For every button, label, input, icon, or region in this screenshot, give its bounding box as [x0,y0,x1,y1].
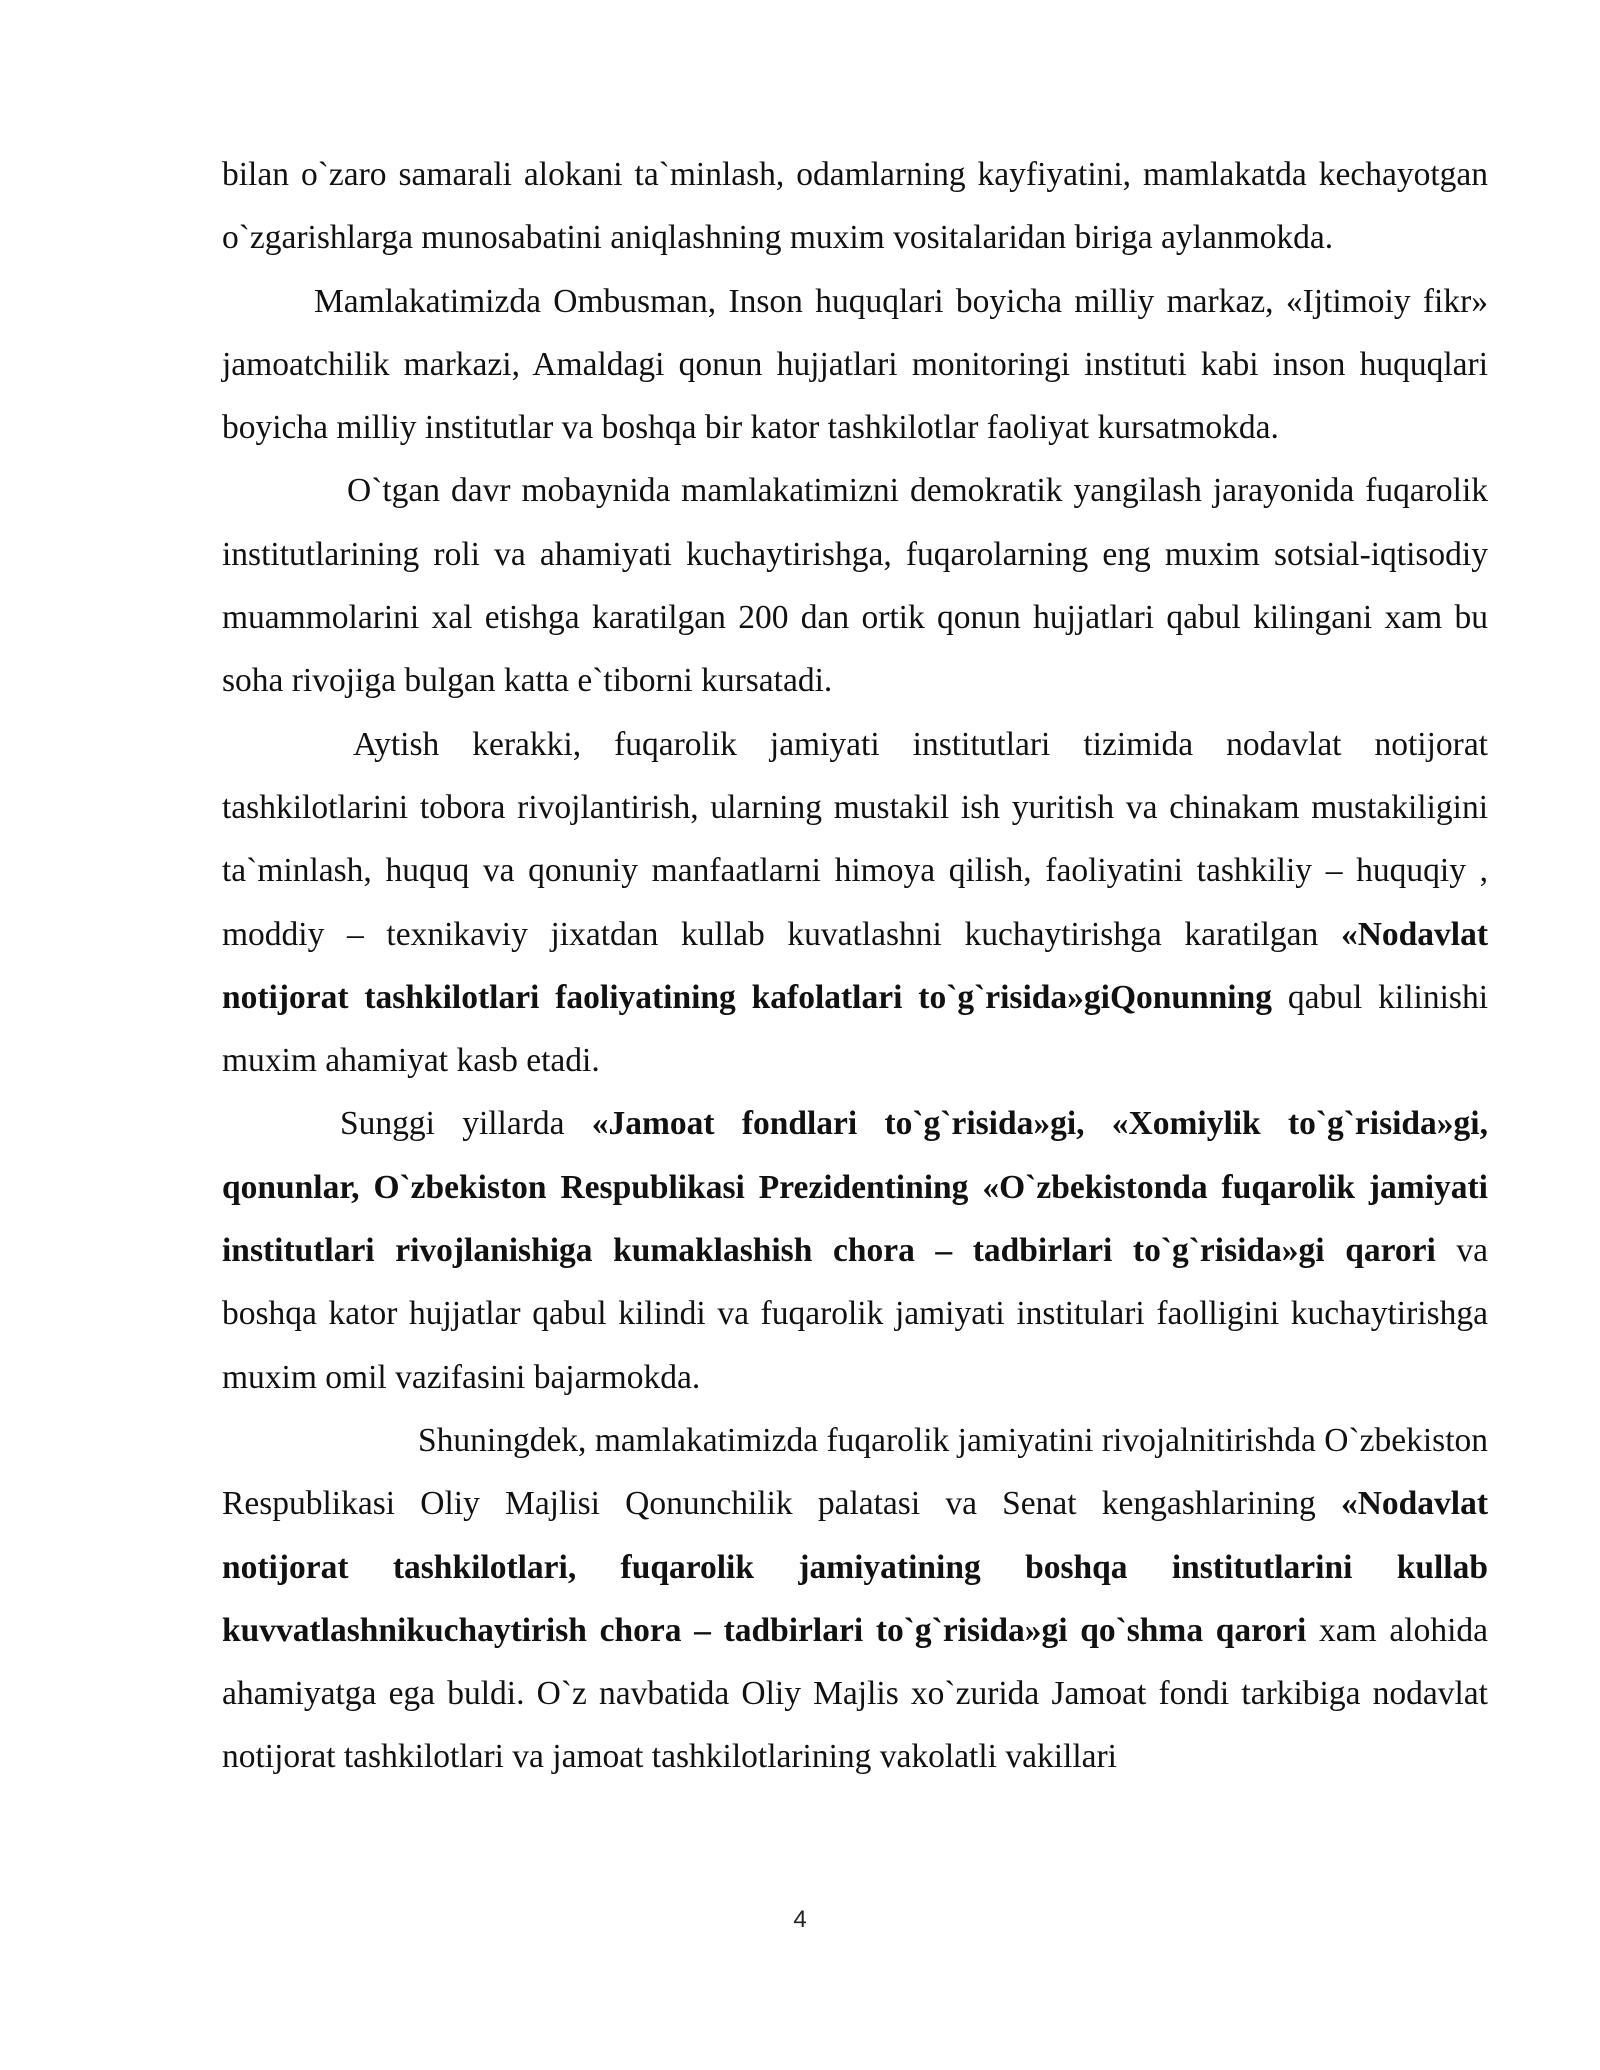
paragraph-5 [222,1092,1488,1408]
paragraph-2 [222,270,1488,460]
bold-text-run: «Nodavlat notijorat tashkilotlari, fuqarolik jamiyatining boshqa institutlarini kullab kuvvatlashnikuchaytirish chora – tadbirlari to`g`risida»gi qo`shma qarori [222,1485,1488,1649]
text-run: Shuningdek, mamlakatimizda fuqarolik jamiyatini rivojalnitirishda O`zbekiston Respublikasi Oliy Majlisi Qonunchilik palatasi va Senat kengashlarining [222,1421,1488,1523]
body-text [222,143,1488,1789]
text-run: Mamlakatimizda Ombusman, Inson huquqlari boyicha milliy markaz, «Ijtimoiy fikr» jamoatchilik markazi, Amaldagi qonun hujjatlari monitoringi instituti kabi inson huquqlari boyicha milliy institutlar va boshqa bir kator tashkilotlar faoliyat kursatmokda. [222,282,1488,447]
paragraph-6 [222,1409,1488,1789]
text-run: xam alohida ahamiyatga ega buldi. O`z navbatida Oliy Majlis xo`zurida Jamoat fondi tarkibiga nodavlat notijorat tashkilotlari va jamoat tashkilotlarining vakolatli vakillari [222,1611,1488,1776]
bold-text-run: «Jamoat fondlari to`g`risida»gi, «Xomiylik to`g`risida»gi, qonunlar, O`zbekiston Respublikasi Prezidentining «O`zbekistonda fuqarolik jamiyati institutlari rivojlanishiga kumaklashish chora – tadbirlari to`g`risida»gi qarori [222,1105,1488,1270]
bold-text-run: «Nodavlat notijorat tashkilotlari faoliyatining kafolatlari to`g`risida»giQonunning [222,915,1488,1016]
text-run: qabul kilinishi muxim ahamiyat kasb etadi. [222,978,1489,1080]
paragraph-4 [222,713,1488,1093]
paragraph-1 [222,143,1488,270]
text-run: Aytish kerakki, fuqarolik jamiyati institutlari tizimida nodavlat notijorat tashkilotlarini tobora rivojlantirish, ularning mustakil ish yuritish va chinakam mustakiligini ta`minlash, huquq va qonuniy manfaatlarni himoya qilish, faoliyatini tashkiliy – huquqiy , moddiy – texnikaviy jixatdan kullab kuvatlashni kuchaytirishga karatilgan [222,725,1488,953]
paragraph-3 [222,459,1488,712]
text-run: va boshqa kator hujjatlar qabul kilindi va fuqarolik jamiyati institulari faolligini kuchaytirishga muxim omil vazifasini bajarmokda. [222,1232,1488,1396]
text-run: O`tgan davr mobaynida mamlakatimizni demokratik yangilash jarayonida fuqarolik institutlarining roli va ahamiyati kuchaytirishga, fuqarolarning eng muxim sotsial-iqtisodiy muammolarini xal etishga karatilgan 200 dan ortik qonun hujjatlari qabul kilingani xam bu soha rivojiga bulgan katta e`tiborni kursatadi. [222,472,1488,700]
page-number: 4 [793,1906,807,1933]
text-run: Sunggi yillarda [340,1105,592,1143]
text-run: bilan o`zaro samarali alokani ta`minlash, odamlarning kayfiyatini, mamlakatda kechayotgan o`zgarishlarga munosabatini aniqlashning muxim vositalaridan biriga aylanmokda. [222,156,1488,257]
